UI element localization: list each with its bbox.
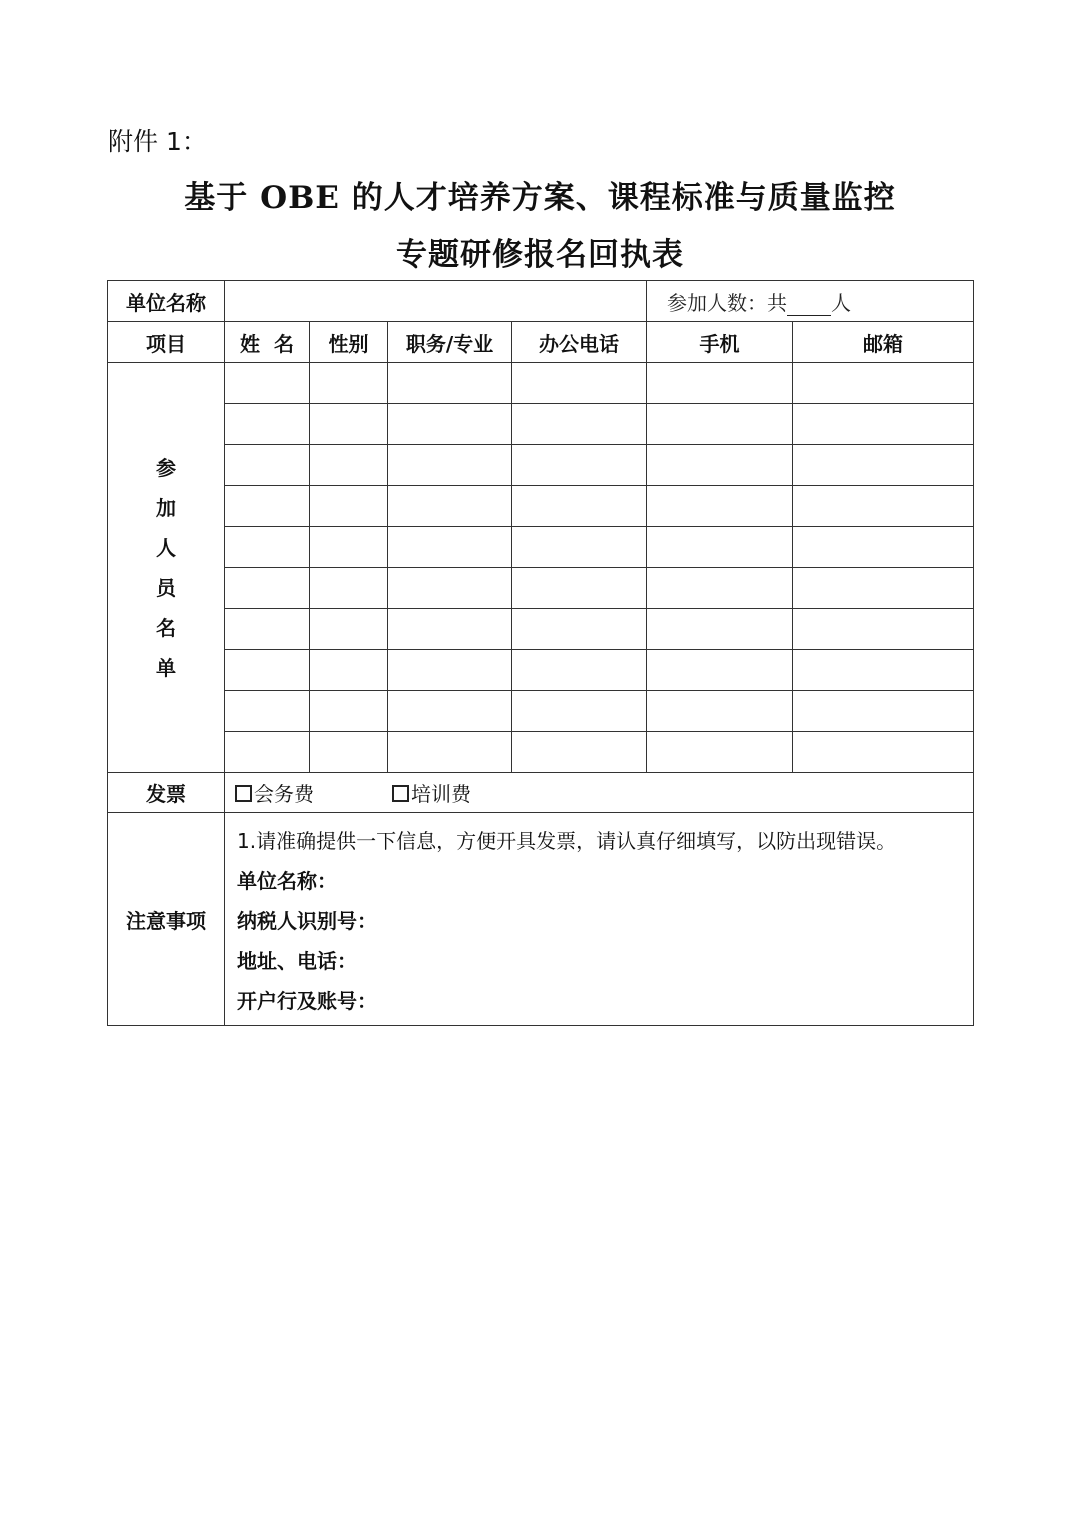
- participants-label: [108, 363, 225, 773]
- email-cell[interactable]: [793, 609, 974, 650]
- gender-cell[interactable]: [310, 445, 388, 486]
- position-cell[interactable]: [388, 609, 512, 650]
- name-cell[interactable]: [225, 568, 310, 609]
- participant-row: [108, 404, 974, 445]
- notes-field-taxpayer-id: 纳税人识别号：: [237, 909, 377, 933]
- notes-content: [225, 813, 974, 1026]
- participant-row: [108, 609, 974, 650]
- office-phone-cell[interactable]: [512, 691, 647, 732]
- participant-row: [108, 445, 974, 486]
- name-cell[interactable]: [225, 691, 310, 732]
- email-cell[interactable]: [793, 486, 974, 527]
- column-header-row: [108, 322, 974, 363]
- gender-cell[interactable]: [310, 568, 388, 609]
- participants-label-char: 参: [156, 455, 176, 480]
- position-cell[interactable]: [388, 486, 512, 527]
- office-phone-cell[interactable]: [512, 486, 647, 527]
- gender-cell[interactable]: [310, 486, 388, 527]
- name-cell[interactable]: [225, 486, 310, 527]
- registration-form-table: [107, 280, 974, 1026]
- participant-count-field[interactable]: [647, 281, 974, 322]
- gender-cell[interactable]: [310, 363, 388, 404]
- column-header-email: 邮箱: [793, 322, 974, 363]
- mobile-cell[interactable]: [647, 568, 793, 609]
- position-cell[interactable]: [388, 568, 512, 609]
- position-cell[interactable]: [388, 527, 512, 568]
- mobile-cell[interactable]: [647, 609, 793, 650]
- notes-field-address-phone: 地址、电话：: [237, 949, 357, 973]
- participant-count-blank[interactable]: [787, 297, 831, 316]
- position-cell[interactable]: [388, 691, 512, 732]
- participant-row: [108, 691, 974, 732]
- unit-name-field[interactable]: [225, 281, 647, 322]
- name-cell[interactable]: [225, 527, 310, 568]
- participants-label-char: 员: [156, 575, 176, 600]
- name-cell[interactable]: [225, 445, 310, 486]
- name-cell[interactable]: [225, 732, 310, 773]
- participants-label-char: 加: [156, 495, 176, 520]
- participant-row: [108, 732, 974, 773]
- participants-label-char: 单: [156, 655, 176, 680]
- participant-count-prefix: 参加人数：共: [667, 290, 787, 315]
- office-phone-cell[interactable]: [512, 363, 647, 404]
- notes-field-bank-account: 开户行及账号：: [237, 989, 377, 1013]
- mobile-cell[interactable]: [647, 691, 793, 732]
- office-phone-cell[interactable]: [512, 404, 647, 445]
- email-cell[interactable]: [793, 650, 974, 691]
- email-cell[interactable]: [793, 691, 974, 732]
- participant-count-suffix: 人: [831, 290, 851, 315]
- name-cell[interactable]: [225, 363, 310, 404]
- notes-row: [108, 813, 974, 1026]
- checkbox-icon[interactable]: [392, 785, 409, 802]
- name-cell[interactable]: [225, 650, 310, 691]
- gender-cell[interactable]: [310, 404, 388, 445]
- office-phone-cell[interactable]: [512, 568, 647, 609]
- office-phone-cell[interactable]: [512, 445, 647, 486]
- document-title-line-1: 基于 OBE 的人才培养方案、课程标准与质量监控: [184, 180, 896, 216]
- position-cell[interactable]: [388, 363, 512, 404]
- email-cell[interactable]: [793, 568, 974, 609]
- unit-row: [108, 281, 974, 322]
- participants-label-char: 名: [156, 615, 176, 640]
- mobile-cell[interactable]: [647, 650, 793, 691]
- office-phone-cell[interactable]: [512, 609, 647, 650]
- invoice-option-training-fee[interactable]: [392, 778, 471, 807]
- mobile-cell[interactable]: [647, 363, 793, 404]
- participant-row: [108, 363, 974, 404]
- participant-row: [108, 568, 974, 609]
- participant-row: [108, 486, 974, 527]
- invoice-label: 发票: [108, 773, 225, 813]
- checkbox-icon[interactable]: [235, 785, 252, 802]
- gender-cell[interactable]: [310, 527, 388, 568]
- gender-cell[interactable]: [310, 609, 388, 650]
- column-header-mobile: 手机: [647, 322, 793, 363]
- invoice-row: [108, 773, 974, 813]
- name-cell[interactable]: [225, 609, 310, 650]
- notes-instruction: 1.请准确提供一下信息，方便开具发票，请认真仔细填写，以防出现错误。: [237, 829, 897, 853]
- invoice-option-label: 会务费: [254, 782, 314, 806]
- column-header-gender: 性别: [310, 322, 388, 363]
- gender-cell[interactable]: [310, 691, 388, 732]
- name-cell[interactable]: [225, 404, 310, 445]
- unit-name-label: 单位名称: [108, 281, 225, 322]
- notes-label: 注意事项: [108, 813, 225, 1026]
- participant-row: [108, 527, 974, 568]
- invoice-options: [225, 773, 974, 813]
- column-header-position: 职务/专业: [388, 322, 512, 363]
- position-cell[interactable]: [388, 650, 512, 691]
- attachment-label: 附件 1：: [108, 127, 207, 156]
- email-cell[interactable]: [793, 732, 974, 773]
- email-cell[interactable]: [793, 527, 974, 568]
- invoice-option-label: 培训费: [411, 782, 471, 806]
- email-cell[interactable]: [793, 363, 974, 404]
- gender-cell[interactable]: [310, 650, 388, 691]
- email-cell[interactable]: [793, 445, 974, 486]
- column-header-name: 姓 名: [225, 322, 310, 363]
- office-phone-cell[interactable]: [512, 650, 647, 691]
- mobile-cell[interactable]: [647, 732, 793, 773]
- document-title-line-2: 专题研修报名回执表: [396, 237, 684, 273]
- participants-label-char: 人: [156, 535, 176, 560]
- participant-row: [108, 650, 974, 691]
- mobile-cell[interactable]: [647, 486, 793, 527]
- mobile-cell[interactable]: [647, 404, 793, 445]
- position-cell[interactable]: [388, 732, 512, 773]
- email-cell[interactable]: [793, 404, 974, 445]
- mobile-cell[interactable]: [647, 527, 793, 568]
- position-cell[interactable]: [388, 445, 512, 486]
- office-phone-cell[interactable]: [512, 527, 647, 568]
- gender-cell[interactable]: [310, 732, 388, 773]
- position-cell[interactable]: [388, 404, 512, 445]
- office-phone-cell[interactable]: [512, 732, 647, 773]
- notes-field-unit-name: 单位名称：: [237, 869, 337, 893]
- column-header-item: 项目: [108, 322, 225, 363]
- mobile-cell[interactable]: [647, 445, 793, 486]
- column-header-office-phone: 办公电话: [512, 322, 647, 363]
- invoice-option-meeting-fee[interactable]: [235, 778, 314, 807]
